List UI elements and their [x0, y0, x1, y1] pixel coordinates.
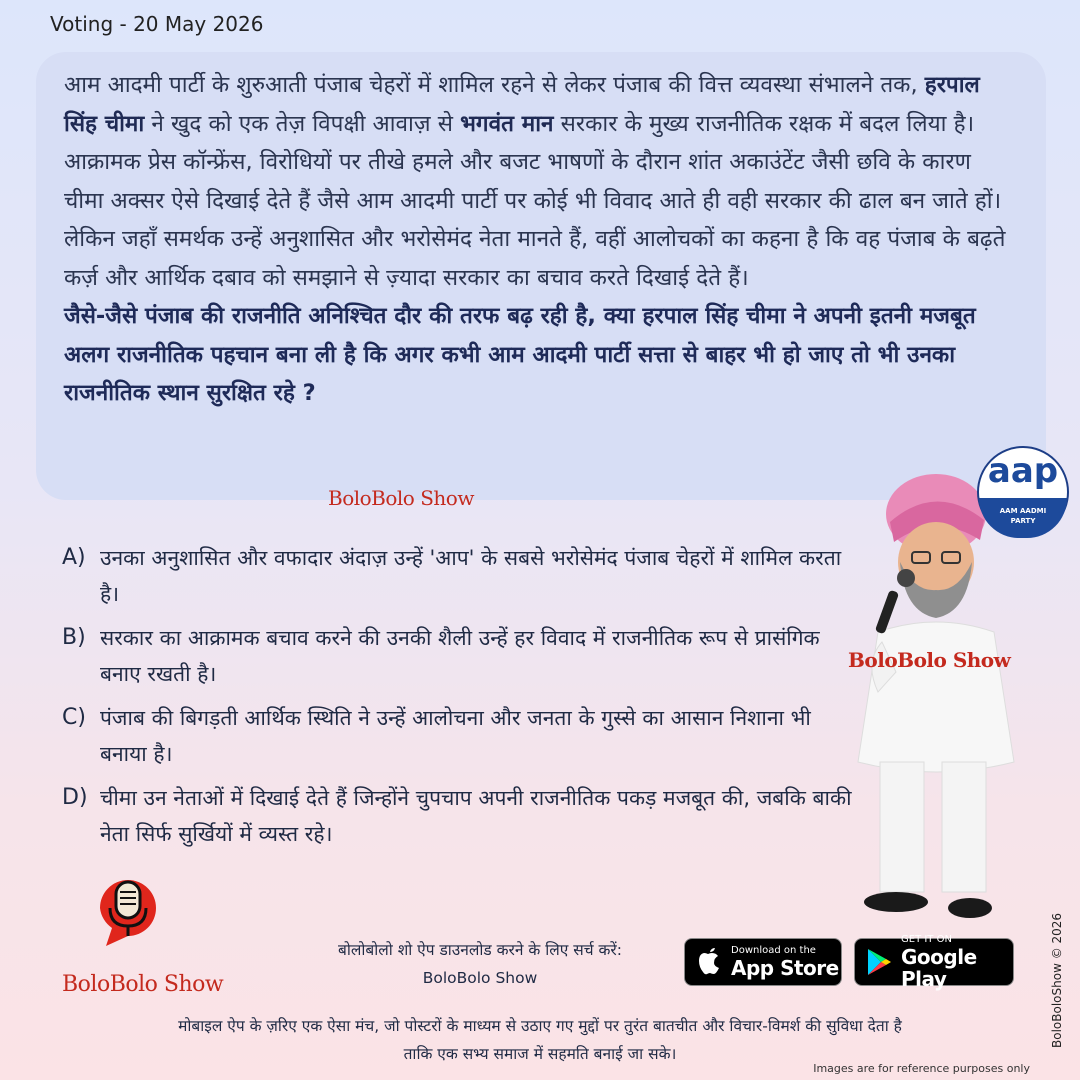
google-play-icon	[865, 947, 893, 977]
option-text: उनका अनुशासित और वफादार अंदाज़ उन्हें 'आप' के सबसे भरोसेमंद पंजाब चेहरों में शामिल करता है।	[100, 546, 842, 606]
option-letter: C)	[62, 705, 86, 730]
app-name: BoloBolo Show	[422, 969, 538, 987]
option-text: पंजाब की बिगड़ती आर्थिक स्थिति ने उन्हें आलोचना और जनता के गुस्से का आसान निशाना भी बनाया है।	[100, 706, 811, 766]
aap-logo-band: AAM AADMI PARTY	[979, 498, 1067, 538]
aap-logo-word: aap	[987, 451, 1059, 491]
option-text: चीमा उन नेताओं में दिखाई देते हैं जिन्होंने चुपचाप अपनी राजनीतिक पकड़ मजबूत की, जबकि बाकी नेता सिर्फ सुर्खियों में व्यस्त रहे।	[100, 786, 852, 846]
brand-logo-text: BoloBolo Show	[62, 972, 224, 997]
highlight-name-mann: भगवंत मान	[460, 110, 554, 137]
app-description: मोबाइल ऐप के ज़रिए एक ऐसा मंच, जो पोस्टरों के माध्यम से उठाए गए मुद्दों पर तुरंत बातचीत और विचार-विमर्श की सुविधा देता है ताकि एक सभ्य समाज में सहमति बनाई जा सके।	[178, 1017, 902, 1063]
aap-party-logo	[977, 446, 1069, 538]
option-b[interactable]	[62, 620, 852, 692]
brand-watermark: BoloBolo Show	[328, 486, 474, 510]
google-play-button[interactable]: GET IT ON Google Play	[854, 938, 1014, 986]
option-letter: D)	[62, 785, 88, 810]
voting-date: Voting - 20 May 2026	[50, 12, 264, 36]
apple-icon	[695, 947, 723, 977]
option-d[interactable]	[62, 780, 852, 852]
question-box	[36, 52, 1046, 500]
option-a[interactable]	[62, 540, 852, 612]
question-text: आम आदमी पार्टी के शुरुआती पंजाब चेहरों में शामिल रहने से लेकर पंजाब की वित्त व्यवस्था संभालने तक, हरपाल सिंह चीमा ने खुद को एक तेज़ विपक्षी आवाज़ से भगवंत मान सरकार के मुख्य राजनीतिक रक्षक में बदल लिया है। आक्रामक प्रेस कॉन्फ्रेंस, विरोधियों पर तीखे हमले और बजट भाषणों के दौरान शांत अकाउंटेंट जैसी छवि के कारण चीमा अक्सर ऐसे दिखाई देते हैं जैसे आम आदमी पार्टी पर कोई भी विवाद आते ही वही सरकार की ढाल बन जाते हों। लेकिन जहाँ समर्थक उन्हें अनुशासित और भरोसेमंद नेता मानते हैं, वहीं आलोचकों का कहना है कि वह पंजाब के बढ़ते कर्ज़ और आर्थिक दबाव को समझाने से ज़्यादा सरकार का बचाव करते दिखाई देते हैं। जैसे-जैसे पंजाब की राजनीति अनिश्चित दौर की तरफ बढ़ रही है, क्या हरपाल सिंह चीमा ने अपनी इतनी मजबूत अलग राजनीतिक पहचान बना ली है कि अगर कभी आम आदमी पार्टी सत्ता से बाहर भी हो जाए तो भी उनका राजनीतिक स्थान सुरक्षित रहे ?	[64, 66, 1006, 413]
copyright-text: BoloBoloShow © 2026	[1050, 912, 1064, 1048]
option-letter: A)	[62, 545, 86, 570]
option-text: सरकार का आक्रामक बचाव करने की उनकी शैली उन्हें हर विवाद में राजनीतिक रूप से प्रासंगिक बनाए रखती है।	[100, 626, 820, 686]
disclaimer: Images are for reference purposes only	[813, 1062, 1030, 1075]
option-letter: B)	[62, 625, 86, 650]
highlight-name-cheema: हरपाल सिंह चीमा	[64, 72, 980, 137]
bold-question: जैसे-जैसे पंजाब की राजनीति अनिश्चित दौर की तरफ बढ़ रही है, क्या हरपाल सिंह चीमा ने अपनी इतनी मजबूत अलग राजनीतिक पहचान बना ली है कि अगर कभी आम आदमी पार्टी सत्ता से बाहर भी हो जाए तो भी उनका राजनीतिक स्थान सुरक्षित रहे ?	[64, 303, 976, 406]
download-prompt: बोलोबोलो शो ऐप डाउनलोड करने के लिए सर्च करें: BoloBolo Show	[290, 936, 670, 992]
option-c[interactable]	[62, 700, 852, 772]
options-list	[62, 540, 852, 860]
app-store-button[interactable]: Download on the App Store	[684, 938, 842, 986]
brand-watermark-person: BoloBolo Show	[848, 648, 1011, 672]
microphone-icon	[92, 872, 164, 952]
